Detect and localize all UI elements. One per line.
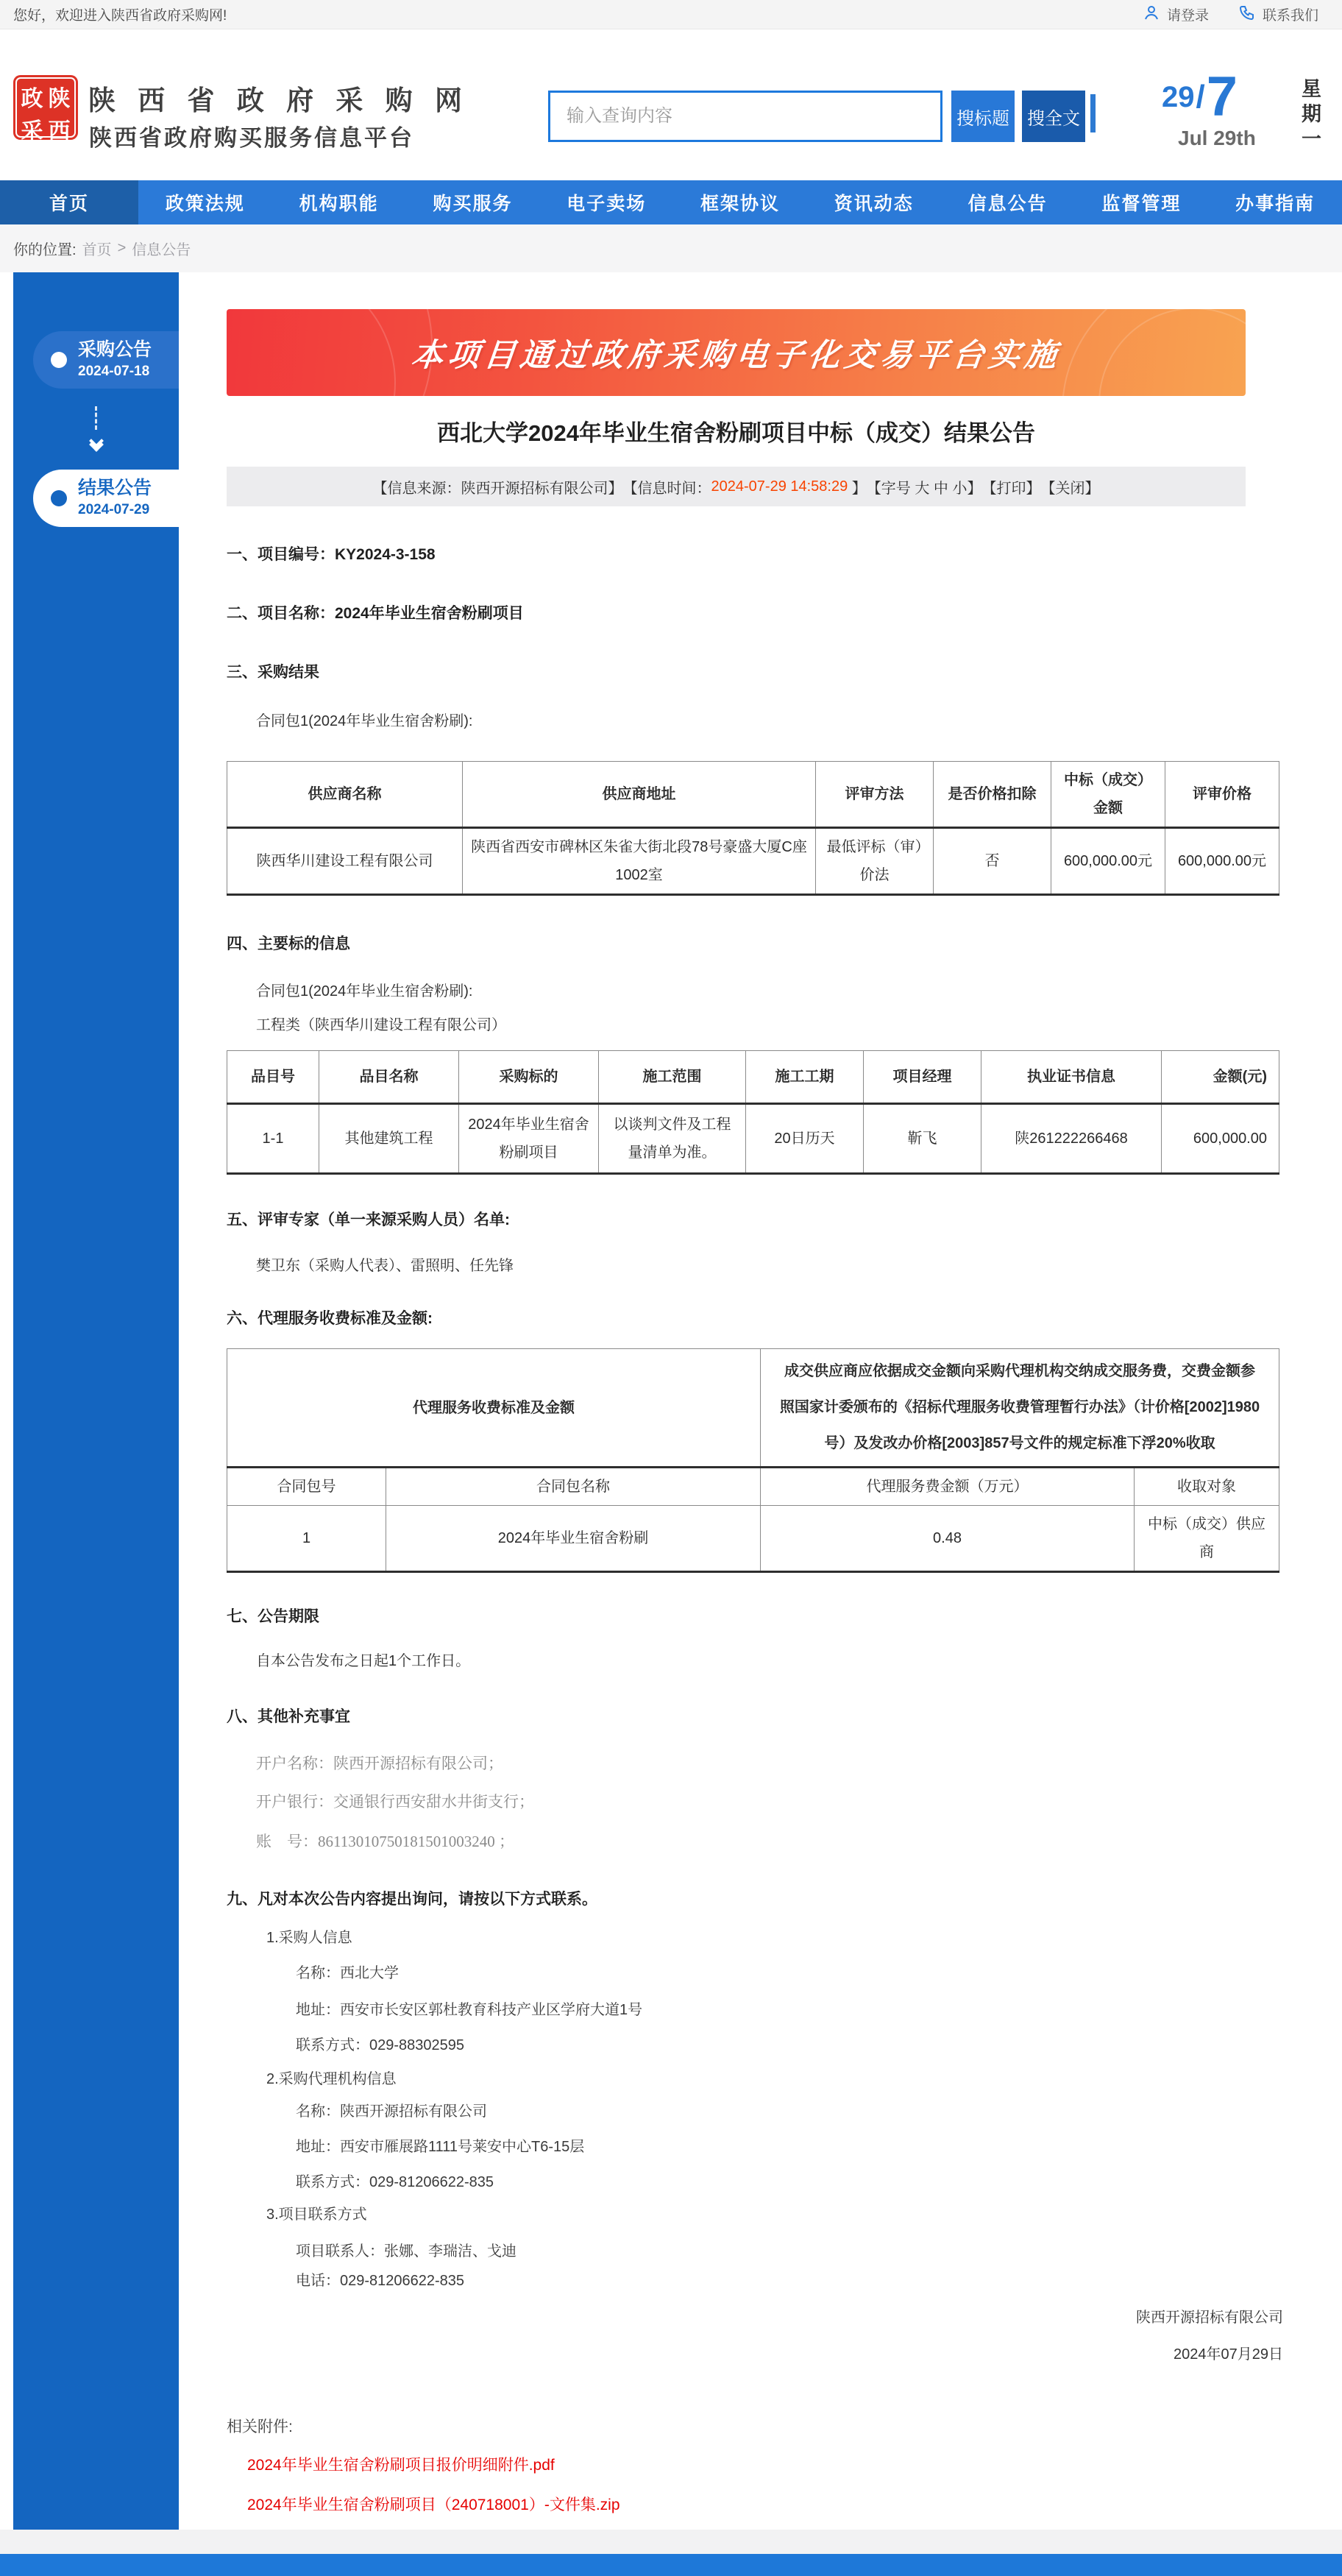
section-5-heading: 五、评审专家（单一来源采购人员）名单: — [227, 1211, 510, 1228]
platform-banner — [227, 309, 1246, 396]
logo-char: 陕 — [48, 87, 71, 111]
review-method: 最低评标（审）价法 — [816, 828, 934, 895]
site-header — [0, 29, 1342, 180]
column-header: 合同包名称 — [386, 1468, 761, 1506]
table-header-row — [227, 1051, 1279, 1104]
column-header: 施工工期 — [746, 1051, 864, 1104]
column-header: 采购标的 — [459, 1051, 599, 1104]
close-button[interactable]: 【关闭】 — [1040, 480, 1100, 497]
signature-date: 2024年07月29日 — [1174, 2346, 1283, 2363]
date-widget — [1151, 66, 1324, 175]
header-divider — [1090, 94, 1096, 132]
section-3-heading: 三、采购结果 — [227, 664, 319, 681]
attachment-pdf-link[interactable]: 2024年毕业生宿舍粉刷项目报价明细附件.pdf — [247, 2457, 555, 2474]
table-header-row — [227, 762, 1279, 828]
footer-gray-strip — [0, 2530, 1342, 2554]
timeline-sidebar — [13, 272, 179, 2530]
site-name: 陕 西 省 政 府 采 购 网 — [88, 85, 469, 116]
agency-info-title: 2.采购代理机构信息 — [266, 2071, 397, 2087]
purchaser-address: 地址：西安市长安区郭杜教育科技产业区学府大道1号 — [296, 2002, 643, 2018]
signature-company: 陕西开源招标有限公司 — [1136, 2310, 1283, 2326]
footer-blue-strip — [0, 2554, 1342, 2576]
logo-char: 政 — [21, 87, 43, 111]
nav-item-home[interactable]: 首页 — [0, 180, 138, 224]
date-weekday: 星期一 — [1299, 78, 1321, 153]
section-3-intro: 合同包1(2024年毕业生宿舍粉刷): — [256, 713, 473, 729]
column-header: 品目号 — [227, 1051, 319, 1104]
table-row — [227, 1506, 1279, 1572]
agency-name: 名称：陕西开源招标有限公司 — [296, 2103, 487, 2120]
nav-item-announcements[interactable]: 信息公告 — [968, 194, 1048, 214]
table-row — [227, 1104, 1279, 1174]
item-no: 1-1 — [227, 1104, 319, 1174]
date-day: 29 — [1162, 80, 1195, 113]
item-name: 其他建筑工程 — [319, 1104, 459, 1174]
procurement-subject: 2024年毕业生宿舍粉刷项目 — [459, 1104, 599, 1174]
column-header: 评审方法 — [816, 762, 934, 828]
main-nav — [0, 180, 1342, 224]
award-amount: 600,000.00元 — [1051, 828, 1165, 895]
timeline-date: 2024-07-29 — [78, 502, 150, 518]
agency-fee-standard-row — [227, 1349, 1279, 1468]
section-6-heading: 六、代理服务收费标准及金额: — [227, 1310, 433, 1327]
amount-value: 600,000.00 — [1162, 1104, 1279, 1174]
account-number-line: 账 号：86113010750181501003240 ； — [256, 1833, 514, 1850]
section-9-heading: 九、凡对本次公告内容提出询问，请按以下方式联系。 — [227, 1891, 597, 1908]
agency-contact: 联系方式：029-81206622-835 — [296, 2174, 494, 2190]
banner-text: 本项目通过政府采购电子化交易平台实施 — [409, 337, 1062, 373]
arrow-down-icon — [13, 406, 179, 450]
date-english: Jul 29th — [1178, 127, 1256, 150]
table-header-row — [227, 1468, 1279, 1506]
phone-icon — [1238, 4, 1256, 26]
project-contact-title: 3.项目联系方式 — [266, 2207, 367, 2223]
article-content — [179, 272, 1342, 2516]
nav-item-functions[interactable]: 机构职能 — [299, 194, 379, 214]
contact-link[interactable] — [1238, 4, 1318, 26]
top-bar-right — [1143, 4, 1318, 26]
construction-scope: 以谈判文件及工程量清单为准。 — [599, 1104, 746, 1174]
column-header: 评审价格 — [1165, 762, 1279, 828]
column-header: 品目名称 — [319, 1051, 459, 1104]
fee-payer: 中标（成交）供应商 — [1135, 1506, 1279, 1572]
attachments-label: 相关附件: — [227, 2418, 293, 2435]
timeline-title: 采购公告 — [78, 339, 152, 360]
bank-line: 开户银行：交通银行西安甜水井街支行； — [256, 1793, 534, 1811]
logo-char: 西 — [48, 119, 71, 144]
article-meta-bar — [227, 467, 1246, 506]
account-name-line: 开户名称：陕西开源招标有限公司； — [256, 1755, 503, 1772]
section-1-heading: 一、项目编号：KY2024-3-158 — [227, 546, 436, 563]
nav-item-e-mall[interactable]: 电子卖场 — [567, 194, 647, 214]
expert-list: 樊卫东（采购人代表）、雷照明、任先锋 — [256, 1258, 514, 1274]
column-header: 代理服务费金额（万元） — [761, 1468, 1135, 1506]
column-header: 施工范围 — [599, 1051, 746, 1104]
package-name: 2024年毕业生宿舍粉刷 — [386, 1506, 761, 1572]
breadcrumb-home[interactable]: 首页 — [82, 242, 112, 258]
breadcrumb-current: 信息公告 — [132, 242, 191, 258]
search-area — [548, 91, 1085, 142]
user-icon — [1143, 4, 1160, 26]
section-4-intro1: 合同包1(2024年毕业生宿舍粉刷): — [256, 983, 473, 999]
meta-time-close: 】 — [848, 480, 867, 497]
agency-fee-description: 成交供应商应依据成交金额向采购代理机构交纳成交服务费，交费金额参照国家计委颁布的《招标代理服务收费管理暂行办法》（计价格[2002]1980号）及发改办价格[2003]857号文件的规定标准下浮20%收取 — [761, 1349, 1279, 1468]
section-7-heading: 七、公告期限 — [227, 1608, 319, 1625]
column-header: 收取对象 — [1135, 1468, 1279, 1506]
logo-char: 采 — [21, 119, 43, 144]
agency-address: 地址：西安市雁展路1111号莱安中心T6-15层 — [296, 2139, 585, 2155]
subject-info-table — [227, 1050, 1279, 1175]
search-title-button[interactable]: 搜标题 — [951, 91, 1015, 142]
price-deduction: 否 — [934, 828, 1051, 895]
purchaser-contact: 联系方式：029-88302595 — [296, 2037, 465, 2053]
column-header: 供应商名称 — [227, 762, 463, 828]
agency-fee-label: 代理服务收费标准及金额 — [227, 1349, 761, 1468]
font-size-control[interactable]: 【字号 大 中 小】 — [866, 480, 982, 497]
meta-time-value: 2024-07-29 14:58:29 — [711, 478, 848, 495]
nav-item-news[interactable]: 资讯动态 — [834, 194, 914, 214]
column-header: 项目经理 — [864, 1051, 981, 1104]
license-info: 陕261222266468 — [981, 1104, 1162, 1174]
column-header: 是否价格扣除 — [934, 762, 1051, 828]
column-header: 执业证书信息 — [981, 1051, 1162, 1104]
page-title: 西北大学2024年毕业生宿舍粉刷项目中标（成交）结果公告 — [437, 420, 1035, 446]
meta-time-label: 【信息时间： — [622, 480, 711, 497]
nav-item-guide[interactable]: 办事指南 — [1235, 194, 1316, 214]
nav-item-purchase-services[interactable]: 购买服务 — [433, 194, 513, 214]
section-4-intro2: 工程类（陕西华川建设工程有限公司） — [256, 1017, 506, 1033]
nav-item-supervision[interactable]: 监督管理 — [1101, 194, 1182, 214]
column-header: 金额(元) — [1162, 1051, 1279, 1104]
table-row — [227, 828, 1279, 895]
login-label: 请登录 — [1166, 8, 1209, 24]
timeline-date: 2024-07-18 — [78, 364, 150, 380]
contact-label: 联系我们 — [1262, 8, 1318, 24]
print-button[interactable]: 【打印】 — [981, 480, 1041, 497]
section-8-heading: 八、其他补充事宜 — [227, 1708, 350, 1725]
announcement-period: 自本公告发布之日起1个工作日。 — [256, 1653, 471, 1669]
attachment-zip-link[interactable]: 2024年毕业生宿舍粉刷项目（240718001）-文件集.zip — [247, 2497, 620, 2513]
supplier-name: 陕西华川建设工程有限公司 — [227, 828, 463, 895]
login-link[interactable] — [1143, 4, 1209, 26]
column-header: 中标（成交）金额 — [1051, 762, 1165, 828]
supplier-address: 陕西省西安市碑林区朱雀大街北段78号豪盛大厦C座1002室 — [463, 828, 816, 895]
site-subtitle: 陕西省政府购买服务信息平台 — [89, 125, 414, 151]
nav-item-framework[interactable]: 框架协议 — [700, 194, 781, 214]
project-contact-phone: 电话：029-81206622-835 — [296, 2273, 465, 2289]
project-manager: 靳飞 — [864, 1104, 981, 1174]
date-slash: / — [1196, 79, 1205, 116]
purchaser-info-title: 1.采购人信息 — [266, 1930, 352, 1946]
procurement-result-table — [227, 761, 1279, 896]
column-header: 合同包号 — [227, 1468, 386, 1506]
column-header: 供应商地址 — [463, 762, 816, 828]
timeline-title: 结果公告 — [78, 477, 152, 498]
site-logo[interactable] — [13, 75, 78, 144]
search-fulltext-button[interactable]: 搜全文 — [1022, 91, 1085, 142]
agency-fee-amount: 0.48 — [761, 1506, 1135, 1572]
review-price: 600,000.00元 — [1165, 828, 1279, 895]
project-contact-persons: 项目联系人：张娜、李瑞洁、戈迪 — [296, 2243, 516, 2260]
construction-period: 20日历天 — [746, 1104, 864, 1174]
timeline-dot — [51, 490, 67, 506]
nav-item-policies[interactable]: 政策法规 — [165, 194, 245, 214]
date-month: 7 — [1206, 66, 1238, 128]
welcome-text: 您好，欢迎进入陕西省政府采购网! — [13, 8, 227, 24]
timeline-item-procurement-notice[interactable] — [33, 331, 179, 389]
purchaser-name: 名称：西北大学 — [296, 1965, 399, 1981]
main-area — [0, 272, 1342, 2530]
timeline-item-result-notice[interactable] — [33, 470, 179, 527]
breadcrumb — [0, 224, 1342, 272]
section-4-heading: 四、主要标的信息 — [227, 935, 350, 952]
breadcrumb-separator: > — [117, 240, 127, 256]
section-2-heading: 二、项目名称：2024年毕业生宿舍粉刷项目 — [227, 605, 524, 622]
top-bar — [0, 0, 1342, 29]
breadcrumb-label: 你的位置: — [13, 242, 77, 258]
agency-fee-table — [227, 1348, 1279, 1573]
timeline-dot — [51, 352, 67, 368]
meta-source: 【信息来源：陕西开源招标有限公司】 — [372, 480, 623, 497]
package-no: 1 — [227, 1506, 386, 1572]
search-input[interactable] — [548, 91, 942, 142]
